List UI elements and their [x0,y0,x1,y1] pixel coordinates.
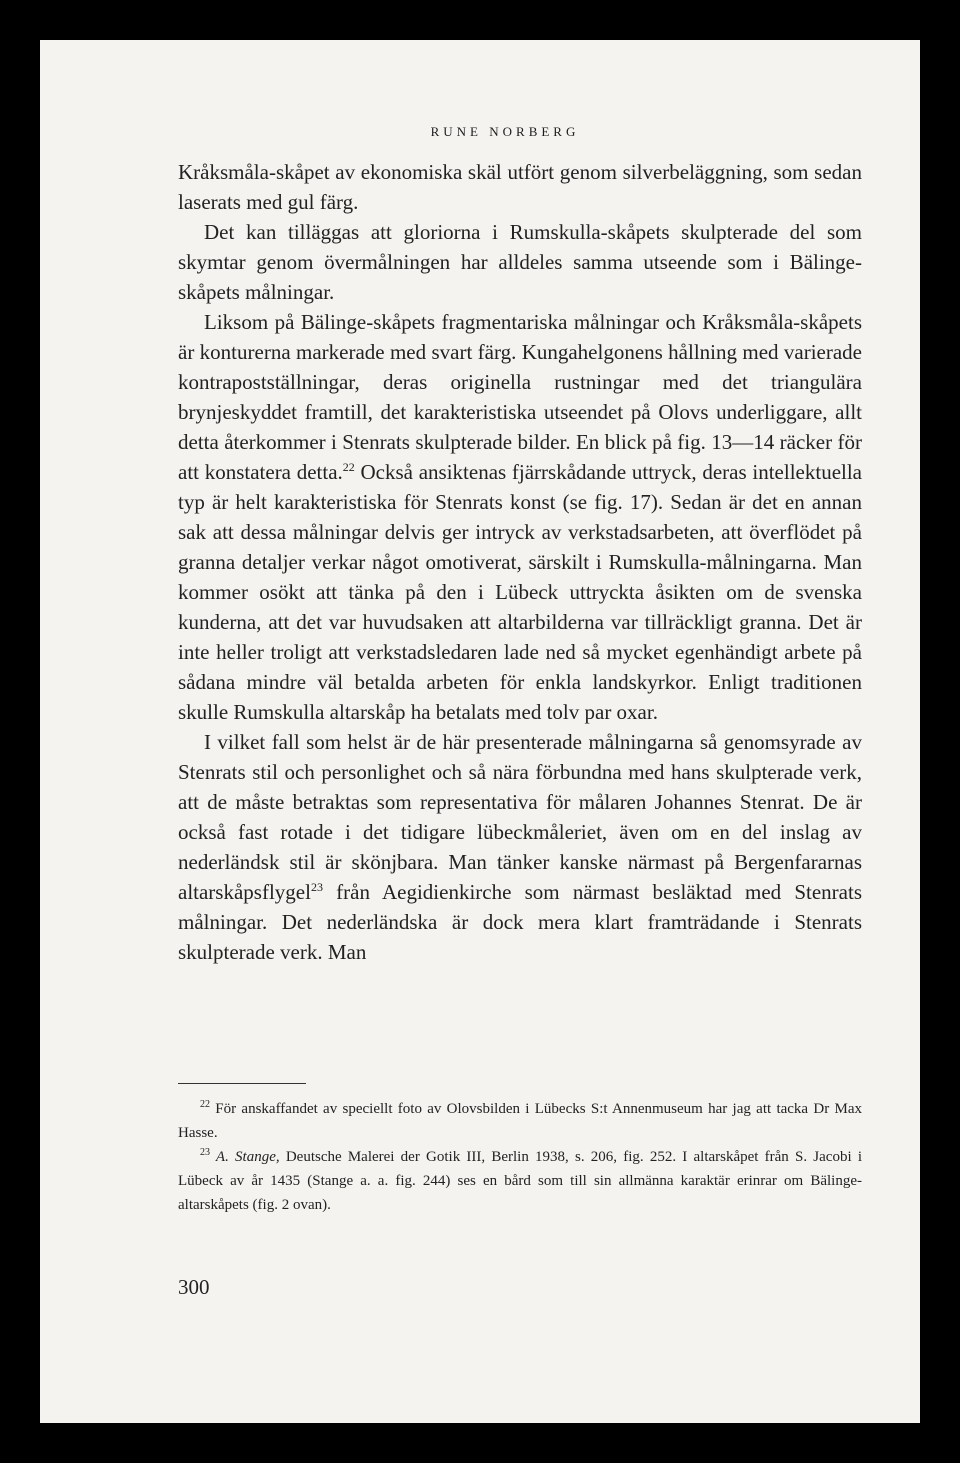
page-number: 300 [178,1275,210,1299]
footnote-22 [178,1097,862,1145]
footnote-22-text: För anskaffandet av speciellt foto av Olovsbilden i Lübecks S:t Annenmuseum har jag att tacka Dr Max Hasse. [178,1101,862,1141]
paragraph-3-text-b: Också ansiktenas fjärrskådande uttryck, deras intellektuella typ är helt karakteristiska för Stenrats konst (se fig. 17). Sedan är det en annan sak att dessa målningar delvis ger intryck av verkstadsarbeten, att överflödet på granna detaljer verkar något omotiverat, särskilt i Rumskulla-målningarna. Man kommer osökt att tänka på den i Lübeck uttryckta åsikten om de svenska kunderna, att det var huvudsaken att altarbilderna var tillräckligt granna. Det är inte heller troligt att verkstadsledaren lade ned så mycket egenhändigt arbete på sådana mindre väl betalda arbeten för enkla landskyrkor. Enligt traditionen skulle Rumskulla altarskåp ha betalats med tolv par oxar. [178,460,862,724]
paragraph-3-text-a: Liksom på Bälinge-skåpets fragmentariska målningar och Kråksmåla-skåpets är konturerna markerade med svart färg. Kungahelgonens hållning med varierade kontrapostställningar, deras originella rustningar med det triangulära brynjeskyddet framtill, det karakteristiska utseendet på Olovs underliggare, allt detta återkommer i Stenrats skulpterade bilder. En blick på fig. 13—14 räcker för att konstatera detta. [178,310,862,484]
paragraph-4 [178,727,862,967]
footnote-23-text: Deutsche Malerei der Gotik III, Berlin 1938, s. 206, fig. 252. I altarskåpet från S. Jacobi i Lübeck av år 1435 (Stange a. a. fig. 244) ses en bård som till sin allmänna karaktär erinrar om Bälinge-altarskåpets (fig. 2 ovan). [178,1149,862,1213]
paragraph-4-text-b: från Aegidienkirche som närmast besläktad med Stenrats målningar. Det nederländska är dock mera klart framträdande i Stenrats skulpterade verk. Man [178,880,862,964]
paragraph-4-text-a: I vilket fall som helst är de här presenterade målningarna så genomsyrade av Stenrats stil och personlighet och så nära förbundna med hans skulpterade verk, att de måste betraktas som representativa för målaren Johannes Stenrat. De är också fast rotade i det tidigare lübeckmåleriet, även om en del inslag av nederländsk stil är skönjbara. Man tänker kanske närmast på Bergenfararnas altarskåpsflygel [178,730,862,904]
footnotes [178,1097,862,1217]
paragraph-1: Kråksmåla-skåpet av ekonomiska skäl utfört genom silverbeläggning, som sedan laserats med gul färg. [178,160,862,214]
footnote-23 [178,1145,862,1217]
paragraph-3 [178,307,862,727]
footnote-divider [178,1083,306,1084]
main-text [178,157,862,967]
running-head: RUNE NORBERG [430,124,580,139]
footnote-23-number: 23 [200,1147,210,1158]
footnote-23-author: A. Stange, [210,1149,280,1165]
footnote-ref-22[interactable]: 22 [342,460,355,474]
footnote-ref-23[interactable]: 23 [310,880,323,894]
footnote-22-number: 22 [200,1099,210,1110]
paragraph-2: Det kan tilläggas att gloriorna i Rumskulla-skåpets skulpterade del som skymtar genom övermålningen har alldeles samma utseende som i Bälinge-skåpets målningar. [178,220,862,304]
book-page [40,40,920,1423]
